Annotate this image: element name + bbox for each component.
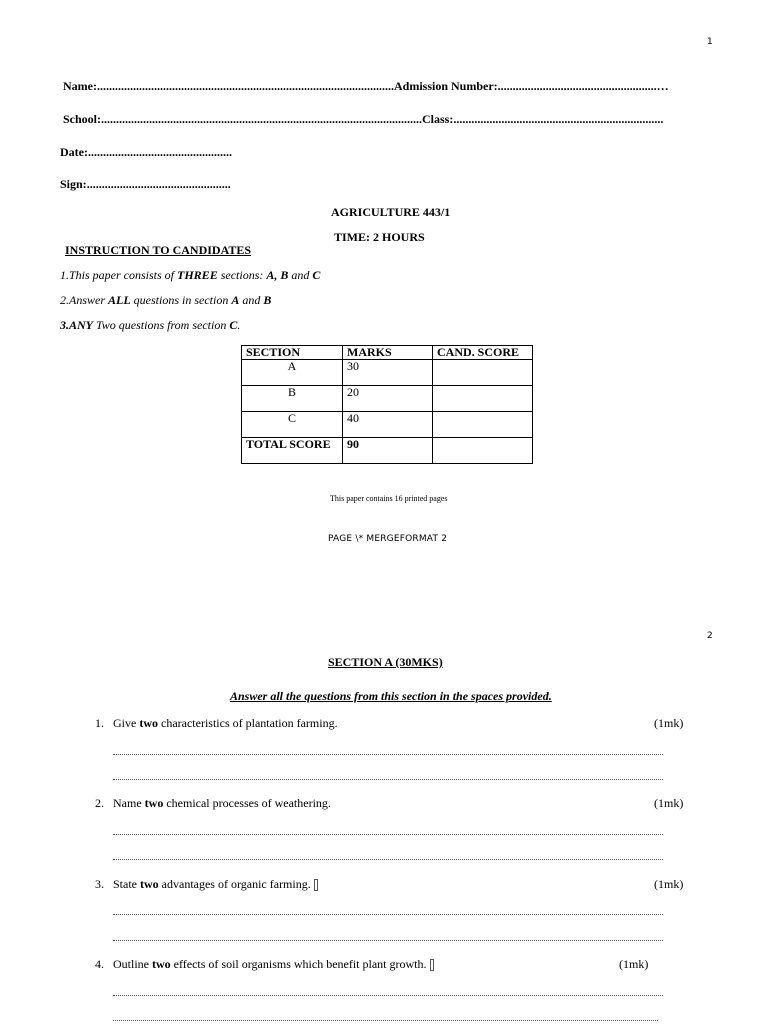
section-cell: C bbox=[242, 412, 343, 438]
question-number: 2. bbox=[95, 796, 104, 810]
sign-label: Sign: bbox=[60, 177, 87, 191]
question-number: 3. bbox=[95, 877, 104, 891]
sign-line bbox=[60, 177, 231, 192]
school-dots: ........................................................................................................... bbox=[101, 112, 423, 126]
instruction-emphasis: THREE bbox=[177, 268, 218, 282]
answer-line[interactable] bbox=[113, 994, 663, 996]
name-line bbox=[63, 79, 669, 94]
marks-cell: 30 bbox=[343, 360, 433, 386]
name-label: Name: bbox=[63, 79, 97, 93]
cand-score-cell[interactable] bbox=[433, 360, 533, 386]
instruction-emphasis: C bbox=[229, 318, 238, 332]
instruction-emphasis: 3.ANY bbox=[60, 318, 93, 332]
total-marks-cell: 90 bbox=[343, 438, 433, 464]
question-1 bbox=[95, 716, 338, 731]
instruction-emphasis: C bbox=[312, 268, 321, 282]
question-number: 4. bbox=[95, 957, 104, 971]
instruction-text: Two questions from section bbox=[93, 318, 230, 332]
answer-line[interactable] bbox=[113, 753, 663, 755]
question-emphasis: two bbox=[139, 716, 158, 730]
question-marks: (1mk) bbox=[654, 877, 684, 891]
question-emphasis: two bbox=[140, 877, 159, 891]
instruction-text: sections: bbox=[217, 268, 267, 282]
instruction-text: questions in section bbox=[130, 293, 232, 307]
answer-line[interactable] bbox=[113, 833, 663, 835]
exam-time: TIME: 2 HOURS bbox=[334, 230, 425, 244]
header-cand-score: CAND. SCORE bbox=[433, 346, 533, 360]
class-dots: ...................................................................... bbox=[453, 112, 664, 126]
header-marks: MARKS bbox=[343, 346, 433, 360]
instruction-emphasis: A bbox=[231, 293, 240, 307]
table-row bbox=[242, 386, 533, 412]
question-marks: (1mk) bbox=[654, 716, 684, 730]
name-dots: ................................................................................................... bbox=[96, 79, 394, 93]
section-heading: SECTION A (30MKS) bbox=[328, 655, 443, 669]
question-marks: (1mk) bbox=[619, 957, 649, 971]
question-text: Give bbox=[113, 716, 140, 730]
instruction-text: 2.Answer bbox=[60, 293, 108, 307]
school-line bbox=[63, 112, 663, 127]
instruction-emphasis: A, B bbox=[266, 268, 289, 282]
score-table bbox=[241, 345, 533, 464]
question-text: chemical processes of weathering. bbox=[163, 796, 331, 810]
marks-cell: 20 bbox=[343, 386, 433, 412]
section-cell: A bbox=[242, 360, 343, 386]
question-text: characteristics of plantation farming. bbox=[158, 716, 338, 730]
question-marks: (1mk) bbox=[654, 796, 684, 810]
date-line bbox=[60, 145, 232, 160]
admission-dots: .....................................................… bbox=[497, 79, 669, 93]
question-text: advantages of organic farming. bbox=[158, 877, 314, 891]
school-label: School: bbox=[63, 112, 102, 126]
instruction-3 bbox=[60, 318, 240, 333]
table-row bbox=[242, 412, 533, 438]
instruction-text: . bbox=[237, 318, 241, 332]
instruction-text: and bbox=[239, 293, 264, 307]
instruction-1 bbox=[60, 268, 320, 283]
question-text: Name bbox=[113, 796, 145, 810]
printed-pages-note: This paper contains 16 printed pages bbox=[330, 494, 448, 503]
instruction-text: 1.This paper consists of bbox=[60, 268, 178, 282]
question-text: Outline bbox=[113, 957, 152, 971]
answer-line[interactable] bbox=[113, 913, 663, 915]
instruction-emphasis: B bbox=[263, 293, 272, 307]
instructions-heading: INSTRUCTION TO CANDIDATES bbox=[65, 243, 252, 257]
section-instruction: Answer all the questions from this section in the spaces provided. bbox=[230, 689, 552, 703]
marks-cell: 40 bbox=[343, 412, 433, 438]
question-2 bbox=[95, 796, 331, 811]
question-3 bbox=[95, 877, 318, 892]
cand-score-cell[interactable] bbox=[433, 412, 533, 438]
sign-dots: ................................................ bbox=[86, 177, 231, 191]
table-row bbox=[242, 360, 533, 386]
placeholder-glyph-icon bbox=[314, 879, 318, 891]
section-cell: B bbox=[242, 386, 343, 412]
class-label: Class: bbox=[422, 112, 454, 126]
placeholder-glyph-icon bbox=[430, 959, 434, 971]
question-emphasis: two bbox=[152, 957, 171, 971]
question-text: effects of soil organisms which benefit plant growth. bbox=[170, 957, 430, 971]
answer-line[interactable] bbox=[113, 778, 663, 780]
instruction-2 bbox=[60, 293, 271, 308]
page-number: 1 bbox=[707, 37, 713, 47]
header-section: SECTION bbox=[242, 346, 343, 360]
date-label: Date: bbox=[60, 145, 88, 159]
subject-title: AGRICULTURE 443/1 bbox=[331, 205, 451, 219]
table-row-total bbox=[242, 438, 533, 464]
question-emphasis: two bbox=[144, 796, 164, 810]
answer-line[interactable] bbox=[113, 1019, 658, 1021]
question-text: State bbox=[113, 877, 140, 891]
instruction-emphasis: ALL bbox=[108, 293, 131, 307]
score-table-header bbox=[242, 346, 533, 360]
date-dots: ................................................ bbox=[87, 145, 232, 159]
total-score-label: TOTAL SCORE bbox=[242, 438, 343, 464]
admission-label: Admission Number: bbox=[393, 79, 498, 93]
answer-line[interactable] bbox=[113, 939, 663, 941]
answer-line[interactable] bbox=[113, 858, 663, 860]
question-4 bbox=[95, 957, 434, 972]
question-number: 1. bbox=[95, 716, 104, 730]
page-number: 2 bbox=[707, 631, 713, 641]
instruction-text: and bbox=[288, 268, 313, 282]
total-cand-score-cell[interactable] bbox=[433, 438, 533, 464]
page-footer: PAGE \* MERGEFORMAT 2 bbox=[328, 534, 448, 544]
cand-score-cell[interactable] bbox=[433, 386, 533, 412]
